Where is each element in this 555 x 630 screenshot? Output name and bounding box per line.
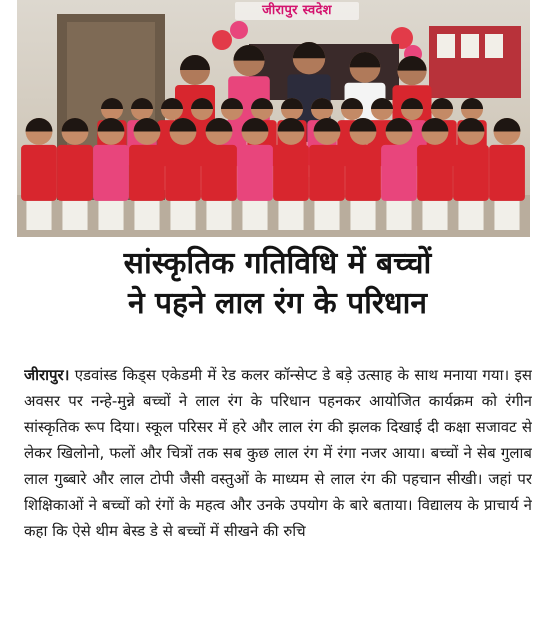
person-figure <box>489 118 525 230</box>
board-paper <box>461 34 479 58</box>
person-figure <box>453 118 489 230</box>
balloon <box>212 30 232 50</box>
person-figure <box>57 118 93 230</box>
person-figure <box>93 118 129 230</box>
article-body <box>24 362 532 630</box>
board-paper <box>437 34 455 58</box>
floor <box>17 195 530 237</box>
person-figure <box>381 118 417 230</box>
balloon <box>230 21 248 39</box>
article-text: एडवांस्ड किड्स एकेडमी में रेड कलर कॉन्सेप्ट डे बड़े उत्साह के साथ मनाया गया। इस अवसर पर नन्हे-मुन्ने बच्चों ने लाल रंग के परिधान पहनकर आयोजित कार्यक्रम को रंगीन सांस्कृतिक रूप दिया। स्कूल परिसर में हरे और लाल रंग की झलक दिखाई दी कक्षा सजावट से लेकर खिलोनो, फलों और चित्रों तक सब कुछ लाल रंग में रंगा नजर आया। बच्चों ने सेब गुलाब लाल गुब्बारे और लाल टोपी जैसी वस्तुओं के माध्यम से लाल रंग की पहचान सीखी। जहां पर शिक्षिकाओं ने बच्चों को रंगों के महत्व और उनके उपयोग के बारे बताया। विद्यालय के प्राचार्य ने कहा कि ऐसे थीम बेस्ड डे से बच्चों में सीखने की रुचि <box>24 366 532 540</box>
photo-scene <box>17 0 530 237</box>
news-photo <box>17 0 530 237</box>
photo-caption: जीरापुर स्वदेश <box>235 2 359 20</box>
dateline: जीरापुर। <box>24 366 70 384</box>
person-figure <box>309 118 345 230</box>
person-figure <box>237 118 273 230</box>
person-figure <box>417 118 453 230</box>
board-paper <box>485 34 503 58</box>
headline-line-1: सांस्कृतिक गतिविधि में बच्चों <box>123 246 432 281</box>
headline-line-2: ने पहने लाल रंग के परिधान <box>127 286 428 321</box>
adjacent-column-strip <box>538 0 555 630</box>
person-figure <box>345 118 381 230</box>
person-figure <box>273 118 309 230</box>
headline <box>0 244 555 324</box>
